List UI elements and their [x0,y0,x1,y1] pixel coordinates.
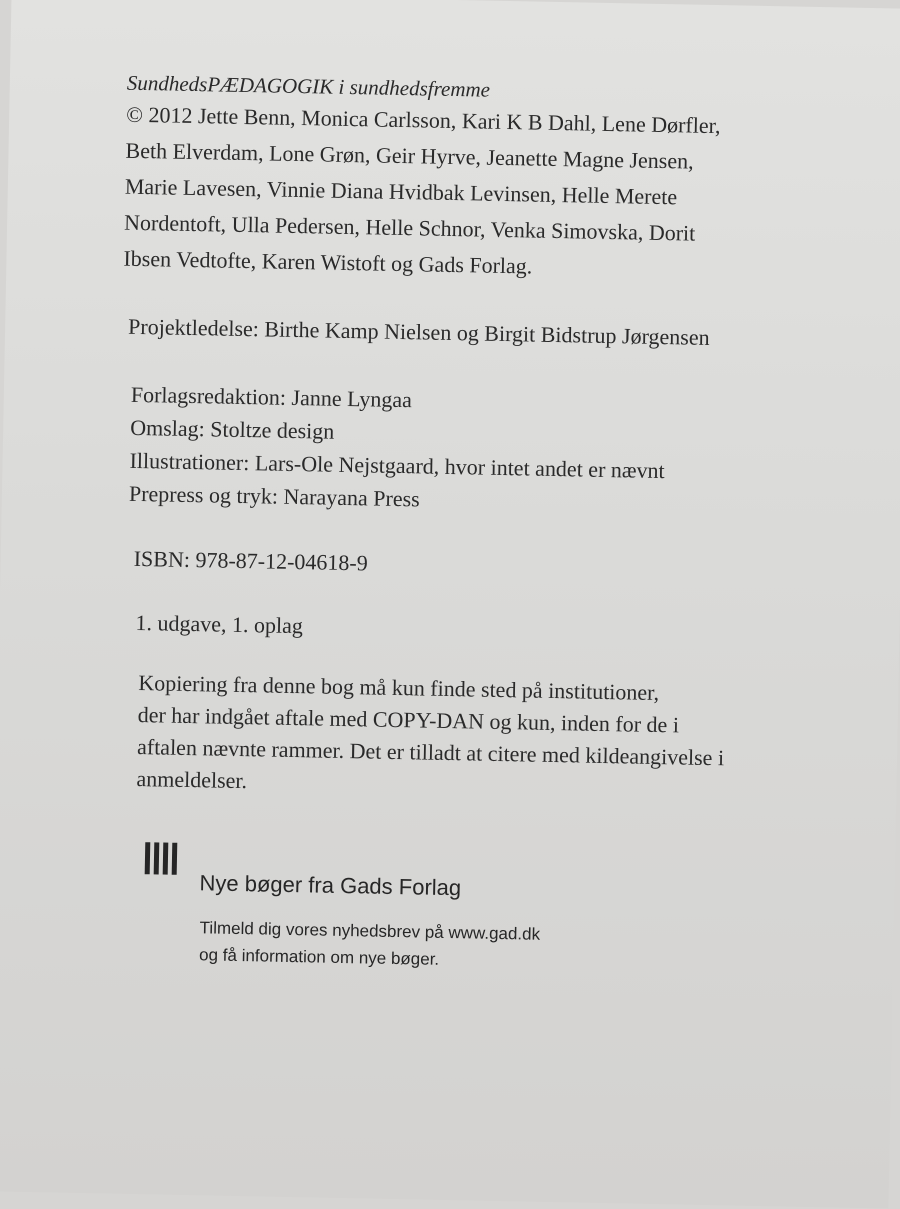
copyright-line: Ibsen Vedtofte, Karen Wistoft og Gads Forlag. [123,245,533,279]
copyright-line: Beth Elverdam, Lone Grøn, Geir Hyrve, Jeanette Magne Jensen, [125,137,694,174]
copying-notice-line: aftalen nævnte rammer. Det er tilladt at citere med kildeangivelse i [136,734,725,771]
copyright-line: Marie Lavesen, Vinnie Diana Hvidbak Levinsen, Helle Merete [124,173,678,210]
copying-notice-line: der har indgået aftale med COPY-DAN og kun, inden for de i [137,702,680,738]
credit-line-cover: Omslag: Stoltze design [130,414,335,444]
gads-forlag-bars-logo-icon [145,842,180,875]
project-management-line: Projektledelse: Birthe Kamp Nielsen og Birgit Bidstrup Jørgensen [127,313,710,350]
credit-line-editor: Forlagsredaktion: Janne Lyngaa [130,381,413,413]
newsletter-signup-line: Tilmeld dig vores nyhedsbrev på www.gad.dk [199,918,541,944]
book-title-line: SundhedsPÆDAGOGIK i sundhedsfremme [126,70,491,102]
isbn-line: ISBN: 978-87-12-04618-9 [133,545,368,576]
newsletter-heading: Nye bøger fra Gads Forlag [199,870,462,901]
copying-notice-line: anmeldelser. [136,766,248,794]
copyright-line: © 2012 Jette Benn, Monica Carlsson, Kari K B Dahl, Lene Dørfler, [126,101,721,139]
credit-line-prepress: Prepress og tryk: Narayana Press [128,480,420,512]
edition-line: 1. udgave, 1. oplag [135,609,304,639]
credit-line-illustrations: Illustrationer: Lars-Ole Nejstgaard, hvor intet andet er nævnt [129,447,665,484]
newsletter-info-line: og få information om nye bøger. [198,945,440,969]
copying-notice-line: Kopiering fra denne bog må kun finde sted på institutioner, [138,670,660,706]
copyright-line: Nordentoft, Ulla Pedersen, Helle Schnor, Venka Simovska, Dorit [123,209,696,246]
